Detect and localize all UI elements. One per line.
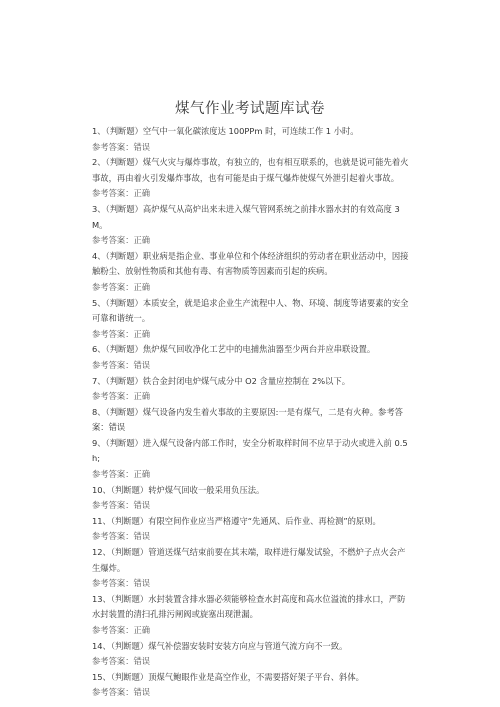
- question-text: 3、（判断题）高炉煤气从高炉出来未进入煤气管网系统之前排水器水封的有效高度 3M。: [92, 203, 400, 230]
- answer-line: [92, 467, 410, 483]
- answer-line: [92, 186, 410, 202]
- question-text: 1、（判断题）空气中一氧化碳浓度达 100PPm 时，可连续工作 1 小时。: [92, 126, 359, 136]
- question-text: 11、（判断题）有限空间作业应当严格遵守“先通风、后作业、再检测”的原则。: [92, 515, 381, 526]
- question-text: 4、（判断题）职业病是指企业、事业单位和个体经济组织的劳动者在职业活动中，因接触粉尘、放射性物质和其他有毒、有害物质等因素而引起的疾病。: [92, 250, 409, 277]
- answer-value: 正确: [133, 391, 151, 402]
- answer-line: [92, 498, 410, 514]
- answer-value: 正确: [133, 469, 151, 480]
- answer-value: 错误: [133, 656, 151, 667]
- answer-value: 正确: [133, 188, 151, 199]
- answer-value: 错误: [133, 141, 151, 152]
- answer-line: [92, 529, 410, 545]
- answer-value: 错误: [133, 687, 151, 698]
- question-text: 10、（判断题）转炉煤气回收一般采用负压法。: [92, 484, 265, 495]
- answer-line: [92, 358, 410, 374]
- answer-line: [92, 654, 410, 670]
- question-text: 9、（判断题）进入煤气设备内部工作时，安全分析取样时间不应早于动火或进入前 0.5h;: [92, 437, 408, 464]
- question-list: [92, 124, 410, 701]
- answer-value: 正确: [133, 281, 151, 292]
- answer-prefix: 参考答案：: [92, 328, 134, 339]
- answer-prefix: 参考答案：: [92, 359, 134, 370]
- question-text: 15、（判断题）顶煤气鲍眼作业是高空作业，不需要搭好架子平台、斜体。: [92, 671, 364, 682]
- answer-prefix: 参考答案：: [92, 391, 134, 402]
- question-text: 7、（判断题）铁合金封闭电炉煤气成分中 O2 含量应控制在 2%以下。: [92, 375, 351, 386]
- question-text: 2、（判断题）煤气火灾与爆炸事故，有独立的，也有相互联系的，也就是说可能先着火事故，再由着火引发爆炸事故，也有可能是由于煤气爆炸使煤气外泄引起着火事故。: [92, 157, 409, 183]
- answer-value: 错误: [133, 531, 151, 542]
- question-text: 5、（判断题）本质安全，就是追求企业生产流程中人、物、环境、制度等诸要素的安全可靠和谐统一。: [92, 297, 409, 324]
- answer-value: 错误: [133, 359, 151, 370]
- answer-line: [92, 389, 410, 405]
- question-text: 14、（判断题）煤气补偿器安装时安装方向应与管道气流方向不一致。: [92, 640, 348, 651]
- answer-line: [92, 327, 410, 343]
- answer-prefix: 参考答案：: [92, 500, 134, 511]
- answer-value: 正确: [133, 328, 151, 339]
- question-text: 6、（判断题）焦炉煤气回收净化工艺中的电捕焦油器至少两台并应串联设置。: [92, 344, 376, 355]
- answer-line: [92, 233, 410, 249]
- question-text: 8、（判断题）煤气设备内发生着火事故的主要原因:一是有煤气，二是有火种。参考答案：错误: [92, 406, 403, 433]
- answer-line: [92, 576, 410, 592]
- answer-line: [92, 280, 410, 296]
- answer-line: [92, 685, 410, 701]
- answer-prefix: 参考答案：: [92, 469, 134, 480]
- answer-prefix: 参考答案：: [92, 281, 134, 292]
- answer-line: [92, 623, 410, 639]
- answer-prefix: 参考答案：: [92, 141, 134, 152]
- answer-prefix: 参考答案：: [92, 687, 134, 698]
- answer-value: 错误: [133, 578, 151, 589]
- answer-prefix: 参考答案：: [92, 531, 134, 542]
- answer-prefix: 参考答案：: [92, 625, 134, 635]
- document-title: 煤气作业考试题库试卷: [175, 101, 325, 117]
- question-text: 13、（判断题）水封装置含排水器必须能够检查水封高度和高水位溢流的排水口，严防水封装置的清扫孔排污闸阀或旋塞出现泄漏。: [92, 593, 406, 620]
- answer-prefix: 参考答案：: [92, 578, 134, 589]
- answer-prefix: 参考答案：: [92, 188, 134, 199]
- answer-value: 正确: [133, 235, 151, 246]
- answer-prefix: 参考答案：: [92, 235, 134, 246]
- answer-prefix: 参考答案：: [92, 656, 134, 667]
- answer-value: 正确: [133, 625, 151, 635]
- answer-line: [92, 140, 410, 156]
- question-text: 12、（判断题）管道送煤气结束前要在其末端，取样进行爆发试验，不燃炉子点火会产生爆炸。: [92, 547, 406, 573]
- answer-value: 错误: [133, 500, 151, 511]
